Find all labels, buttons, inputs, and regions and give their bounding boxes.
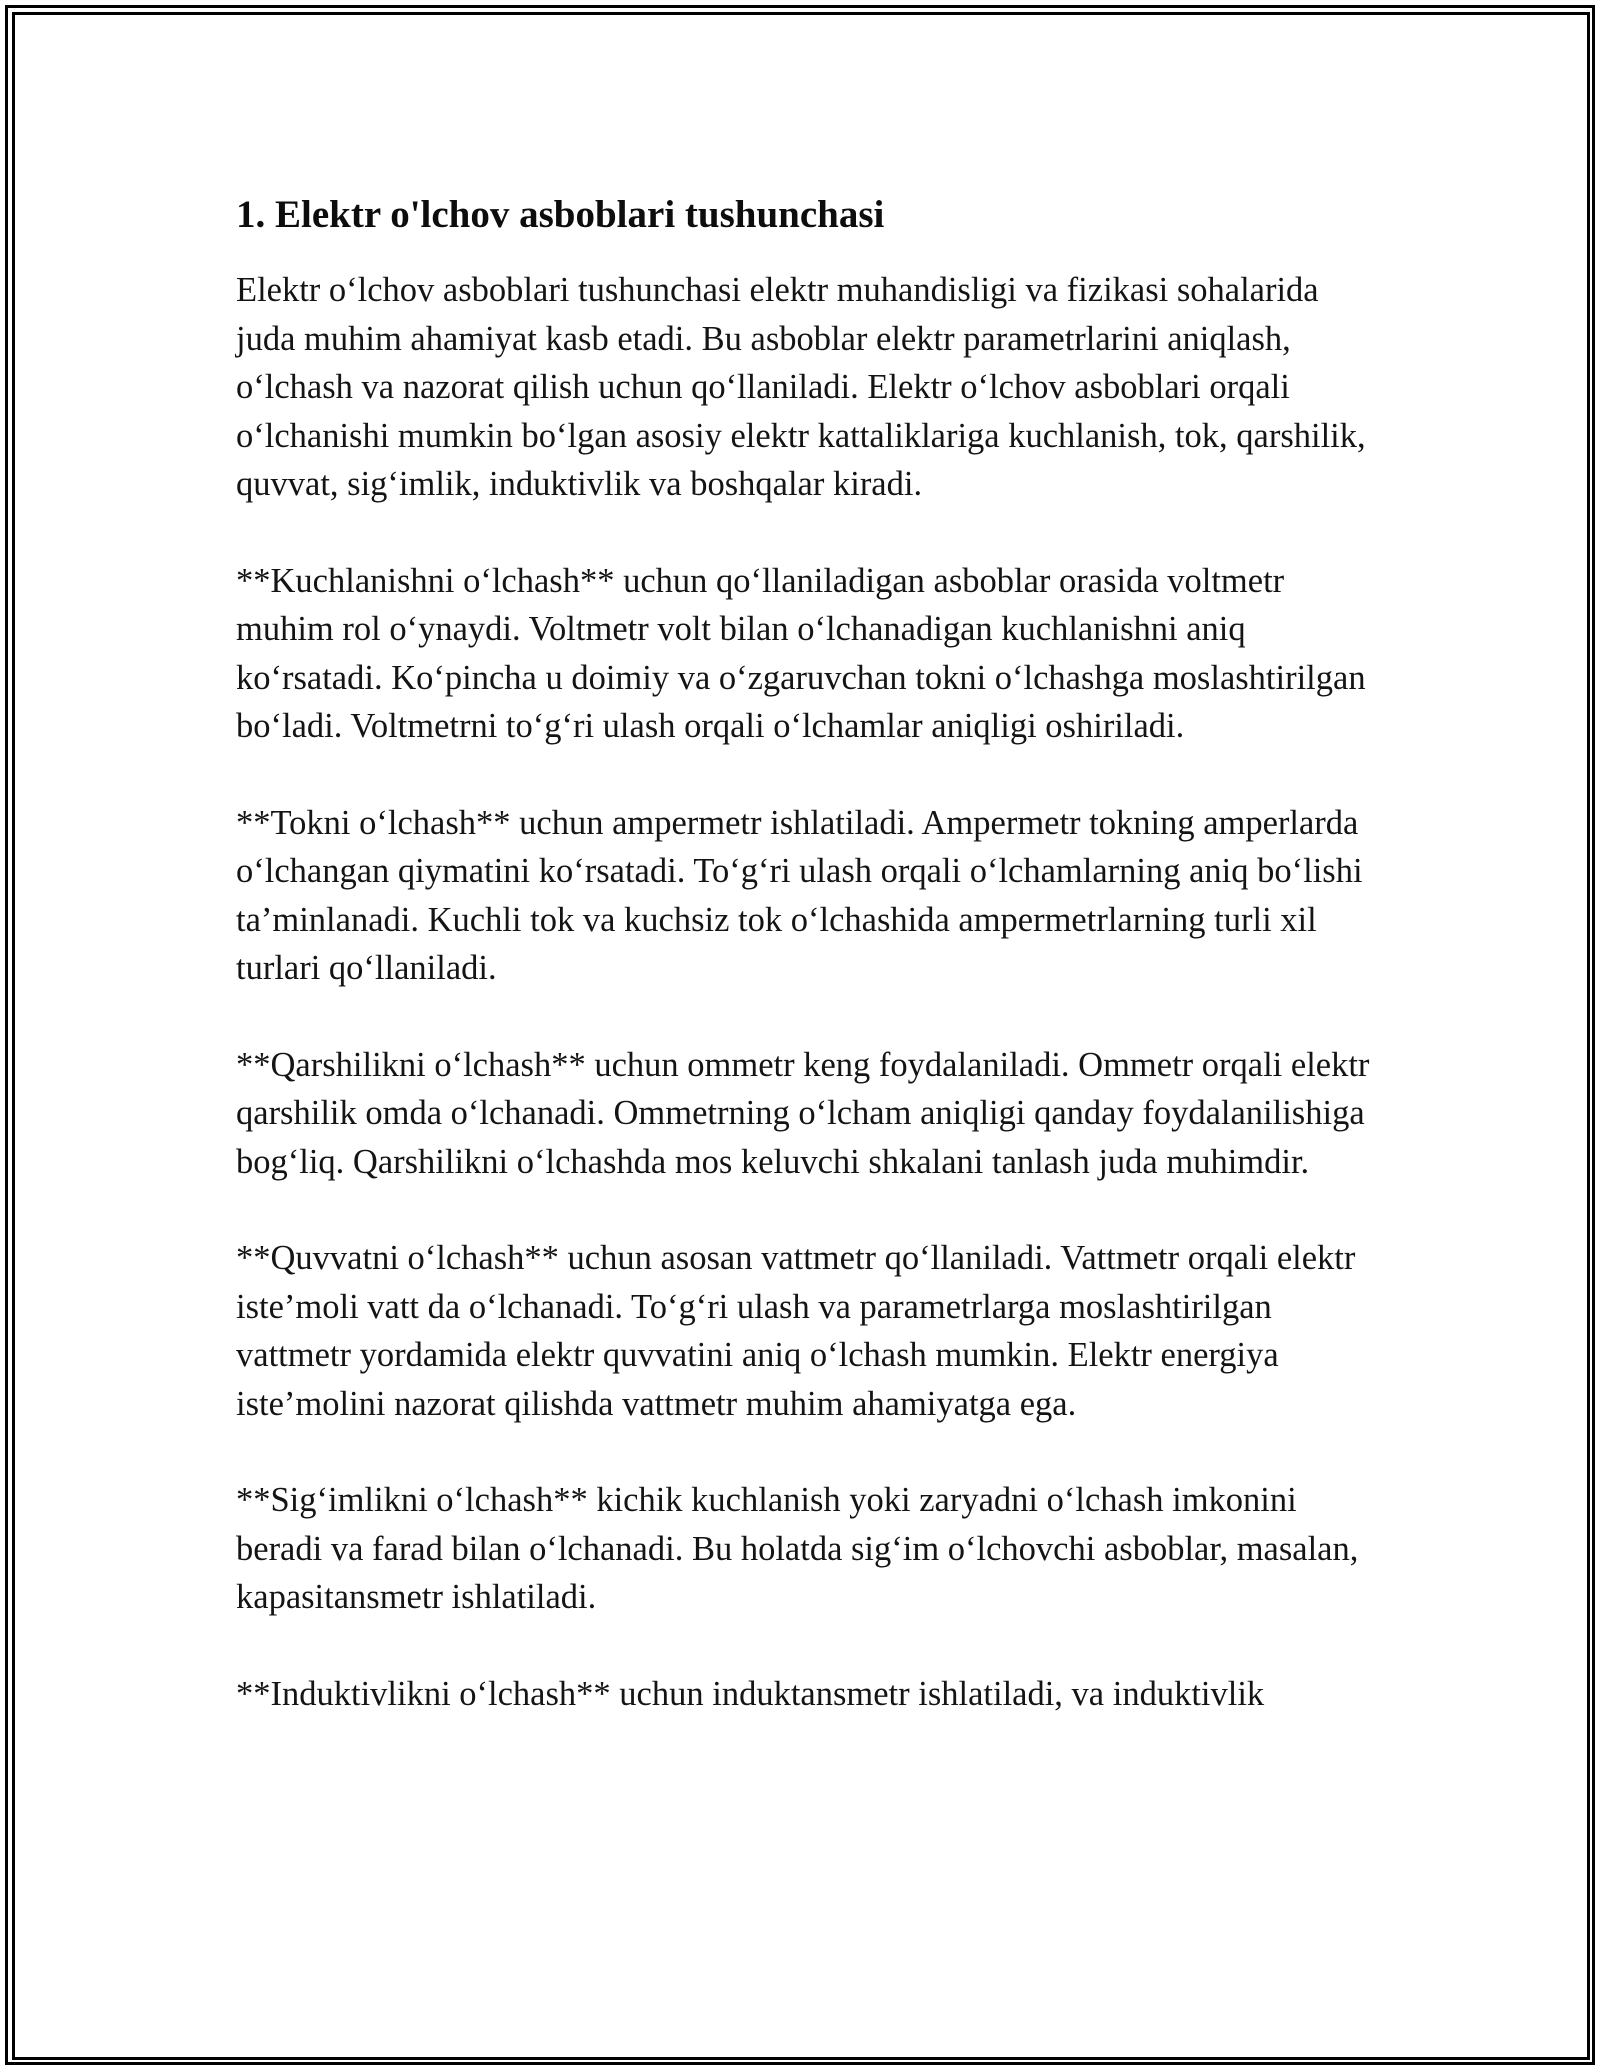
paragraph-introduction: Elektr o‘lchov asboblari tushunchasi elektr muhandisligi va fizikasi sohalarida juda muhim ahamiyat kasb etadi. Bu asboblar elektr parametrlarini aniqlash, o‘lchash va nazorat qilish uchun qo‘llaniladi. Elektr o‘lchov asboblari orqali o‘lchanishi mumkin bo‘lgan asosiy elektr kattaliklariga kuchlanish, tok, qarshilik, quvvat, sig‘imlik, induktivlik va boshqalar kiradi.	[236, 271, 1366, 503]
paragraph-power: **Quvvatni o‘lchash** uchun asosan vattmetr qo‘llaniladi. Vattmetr orqali elektr iste’moli vatt da o‘lchanadi. To‘g‘ri ulash va parametrlarga moslashtirilgan vattmetr yordamida elektr quvvatini aniq o‘lchash mumkin. Elektr energiya iste’molini nazorat qilishda vattmetr muhim ahamiyatga ega.	[236, 1239, 1356, 1423]
paragraph-capacitance: **Sig‘imlikni o‘lchash** kichik kuchlanish yoki zaryadni o‘lchash imkonini beradi va farad bilan o‘lchanadi. Bu holatda sig‘im o‘lchovchi asboblar, masalan, kapasitansmetr ishlatiladi.	[236, 1481, 1359, 1616]
paragraph-voltage: **Kuchlanishni o‘lchash** uchun qo‘llaniladigan asboblar orasida voltmetr muhim rol o‘ynaydi. Voltmetr volt bilan o‘lchanadigan kuchlanishni aniq ko‘rsatadi. Ko‘pincha u doimiy va o‘zgaruvchan tokni o‘lchashga moslashtirilgan bo‘ladi. Voltmetrni to‘g‘ri ulash orqali o‘lchamlar aniqligi oshiriladi.	[236, 561, 1366, 745]
document-title: 1. Elektr o'lchov asboblari tushunchasi	[236, 193, 885, 236]
document-body	[236, 188, 1376, 1766]
paragraph-resistance: **Qarshilikni o‘lchash** uchun ommetr keng foydalaniladi. Ommetr orqali elektr qarshilik omda o‘lchanadi. Ommetrning o‘lcham aniqligi qanday foydalanilishiga bog‘liq. Qarshilikni o‘lchashda mos keluvchi shkalani tanlash juda muhimdir.	[236, 1045, 1370, 1181]
paragraph-inductance: **Induktivlikni o‘lchash** uchun induktansmetr ishlatiladi, va induktivlik	[236, 1674, 1265, 1713]
paragraph-current: **Tokni o‘lchash** uchun ampermetr ishlatiladi. Ampermetr tokning amperlarda o‘lchangan qiymatini ko‘rsatadi. To‘g‘ri ulash orqali o‘lchamlarning aniq bo‘lishi ta’minlanadi. Kuchli tok va kuchsiz tok o‘lchashida ampermetrlarning turli xil turlari qo‘llaniladi.	[236, 803, 1363, 987]
